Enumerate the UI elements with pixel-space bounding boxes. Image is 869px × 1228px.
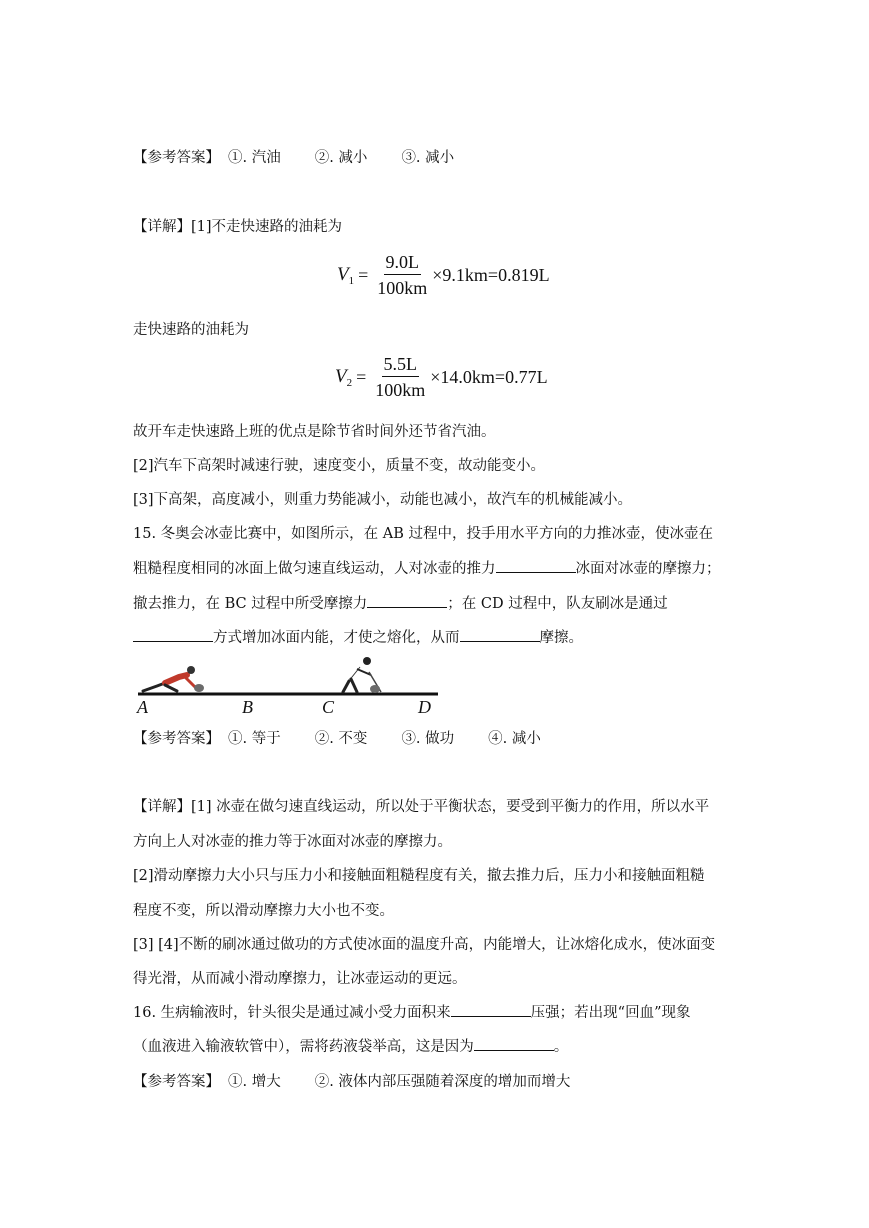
answer-label: 【参考答案】 (133, 1074, 220, 1090)
answer-item: ④. 减小 (488, 731, 541, 747)
answer-row-16 (133, 1070, 604, 1091)
answer-item: ②. 减小 (314, 150, 368, 166)
answer-item: ①. 汽油 (228, 150, 281, 166)
answer-item: ③. 做功 (401, 731, 455, 747)
detail-mid: 走快速路的油耗为 (133, 322, 249, 338)
thrower-figure (143, 666, 204, 692)
equation-v2: $V_2$ = $\frac{5.5L}{100km}$ ×14.0km=0.77L (335, 354, 548, 400)
detail-line: [3]下高架，高度减小，则重力势能减小，动能也减小，故汽车的机械能减小。 (133, 492, 633, 508)
question-15-line: 15. 冬奥会冰壶比赛中，如图所示，在 AB 过程中，投手用水平方向的力推冰壶，使冰壶在 (133, 526, 714, 542)
answer-label: 【参考答案】 (133, 150, 220, 166)
answer-blank (460, 629, 540, 642)
sweeper-figure (343, 657, 381, 693)
answer-blank (474, 1038, 554, 1051)
question-15-line: 方式增加冰面内能，才使之熔化，从而 摩擦。 (133, 626, 583, 647)
answer-item: ②. 液体内部压强随着深度的增加而增大 (314, 1074, 571, 1090)
answer-blank (496, 560, 576, 573)
detail-line: 【详解】[1] 冰壶在做匀速直线运动，所以处于平衡状态，要受到平衡力的作用，所以水平 (133, 799, 710, 815)
question-15-line: 撤去推力，在 BC 过程中所受摩擦力 ；在 CD 过程中，队友刷冰是通过 (133, 596, 668, 612)
figure-label-b: B (242, 697, 253, 717)
answer-blank (451, 1004, 531, 1017)
answer-item: ③. 减小 (401, 150, 455, 166)
answer-blank (133, 629, 213, 642)
answer-row-15 (133, 727, 575, 748)
detail-line: [3] [4]不断的刷冰通过做功的方式使冰面的温度升高，内能增大，让冰熔化成水，使冰面变 (133, 937, 716, 953)
detail-line: [2]汽车下高架时减速行驶，速度变小，质量不变，故动能变小。 (133, 458, 546, 474)
answer-blank (367, 595, 447, 608)
detail-line: 故开车走快速路上班的优点是除节省时间外还节省汽油。 (133, 424, 496, 440)
detail-line: [2]滑动摩擦力大小只与压力小和接触面粗糙程度有关，撤去推力后，压力小和接触面粗糙 (133, 868, 705, 884)
detail-line: 得光滑，从而减小滑动摩擦力，让冰壶运动的更远。 (133, 971, 467, 987)
answer-item: ①. 增大 (228, 1074, 281, 1090)
question-16-line: （血液进入输液软管中），需将药液袋举高，这是因为 。 (133, 1039, 569, 1055)
figure-label-d: D (418, 697, 431, 717)
answer-item: ②. 不变 (314, 731, 368, 747)
answer-row-14 (133, 146, 488, 167)
detail-intro: 【详解】[1]不走快速路的油耗为 (133, 219, 343, 235)
detail-line: 方向上人对冰壶的推力等于冰面对冰壶的摩擦力。 (133, 834, 452, 850)
question-16-line: 16. 生病输液时，针头很尖是通过减小受力面积来 压强；若出现“回血”现象 (133, 1005, 691, 1021)
curling-figure (135, 655, 440, 717)
figure-label-c: C (322, 697, 335, 717)
question-15-line: 粗糙程度相同的冰面上做匀速直线运动，人对冰壶的推力 冰面对冰壶的摩擦力； (133, 561, 721, 577)
equation-v1: $V_1$ = $\frac{9.0L}{100km}$ ×9.1km=0.819L (337, 252, 550, 298)
figure-label-a: A (137, 697, 148, 717)
answer-item: ①. 等于 (228, 731, 281, 747)
detail-line: 程度不变，所以滑动摩擦力大小也不变。 (133, 903, 394, 919)
answer-label: 【参考答案】 (133, 731, 220, 747)
